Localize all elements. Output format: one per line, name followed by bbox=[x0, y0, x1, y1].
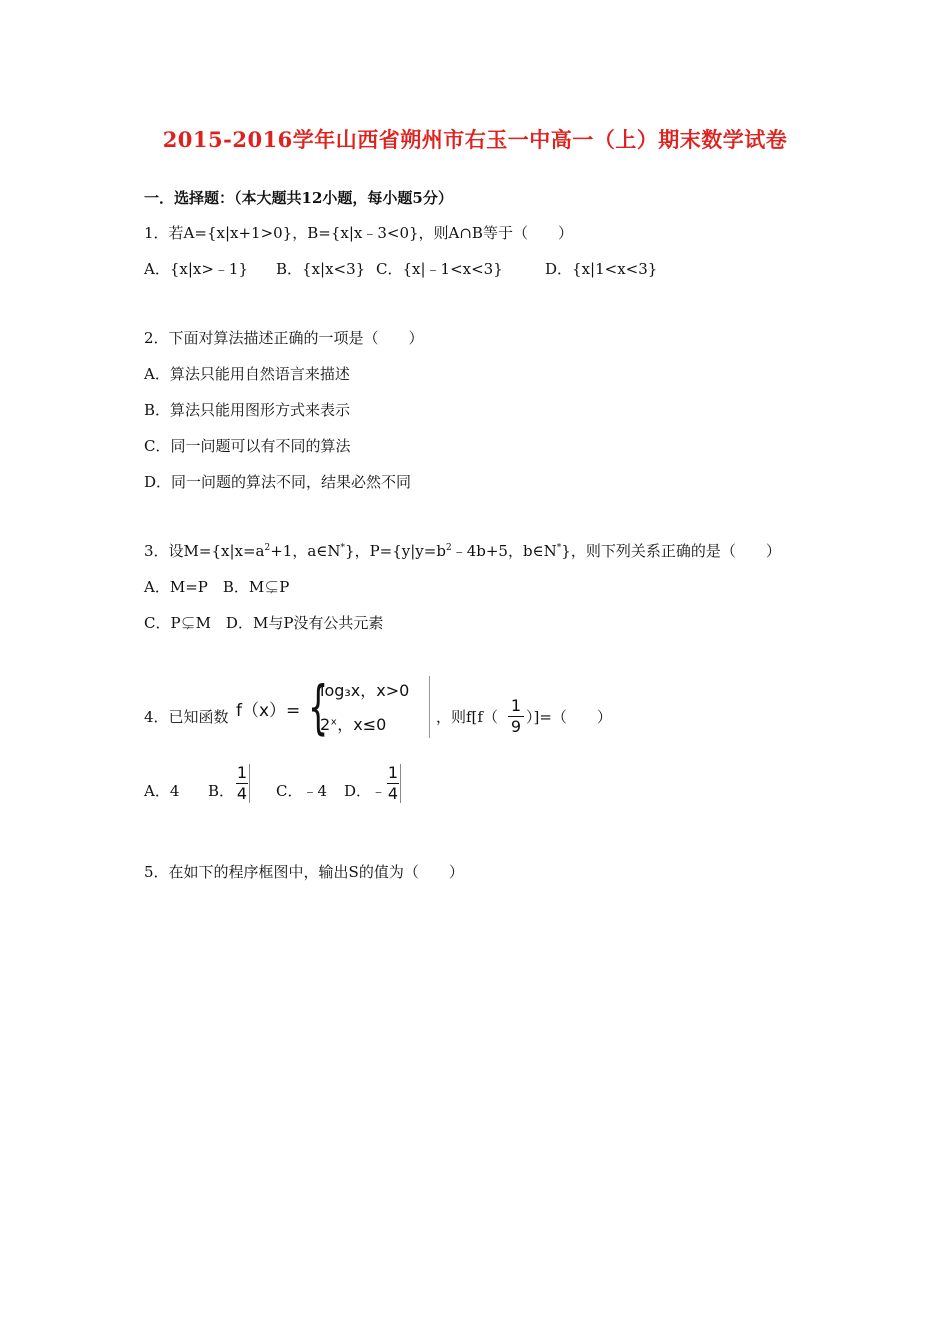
case-positive: log₃x，x>0 bbox=[320, 681, 410, 700]
question-5-stem: 5．在如下的程序框图中，输出S的值为（ ） bbox=[144, 863, 464, 881]
question-4-option-a: A．4 bbox=[144, 782, 180, 800]
fraction-one-ninth: 1 9 bbox=[508, 697, 524, 736]
section-heading: 一．选择题：（本大题共12小题，每小题5分） bbox=[144, 189, 453, 207]
question-2-option-a: A．算法只能用自然语言来描述 bbox=[144, 365, 350, 383]
option-b-fraction: 1 4 bbox=[236, 764, 248, 803]
case-nonpositive: 2ˣ，x≤0 bbox=[320, 715, 387, 734]
question-1-option-b: B．{x|x<3} bbox=[276, 260, 366, 278]
question-2-stem: 2．下面对算法描述正确的一项是（ ） bbox=[144, 329, 424, 347]
question-2-option-c: C．同一问题可以有不同的算法 bbox=[144, 437, 351, 455]
question-1-stem: 1．若A={x|x+1>0}，B={x|x﹣3<0}，则A∩B等于（ ） bbox=[144, 224, 573, 242]
left-brace: { bbox=[308, 673, 329, 741]
question-4-prefix: 4．已知函数 bbox=[144, 708, 229, 726]
question-4-option-d-label: D．﹣ bbox=[344, 782, 387, 800]
question-2-option-b: B．算法只能用图形方式来表示 bbox=[144, 401, 351, 419]
question-4-option-c: C．﹣4 bbox=[276, 782, 328, 800]
question-4-suffix-2: ）]=（ ） bbox=[526, 708, 612, 726]
question-3-stem: 3．设$M=\{x|x=a^2+1$，a∈N*}，$P=\{y|y=b^2﹣4b+5$，b∈N*}，则下列关系正确的是（ ） bbox=[144, 542, 781, 560]
question-4-option-b-label: B． bbox=[208, 782, 235, 800]
question-3-options-ab: A．M=P B．M⊊P bbox=[144, 578, 290, 596]
question-1-option-a: A．{x|x>﹣1} bbox=[144, 260, 249, 278]
question-1-option-c: C．{x|﹣1<x<3} bbox=[376, 260, 503, 278]
option-d-fraction: 1 4 bbox=[387, 764, 399, 803]
piecewise-function-image bbox=[236, 674, 432, 740]
page-title: 2015-2016学年山西省朔州市右玉一中高一（上）期末数学试卷 bbox=[162, 127, 788, 152]
function-name: f（x）= bbox=[236, 701, 301, 721]
image-border bbox=[429, 676, 430, 738]
question-2-option-d: D．同一问题的算法不同，结果必然不同 bbox=[144, 473, 412, 491]
question-4-suffix-1: ，则f[f（ bbox=[436, 708, 498, 726]
question-3-options-cd: C．P⊊M D．M与P没有公共元素 bbox=[144, 614, 384, 632]
question-1-option-d: D．{x|1<x<3} bbox=[545, 260, 658, 278]
